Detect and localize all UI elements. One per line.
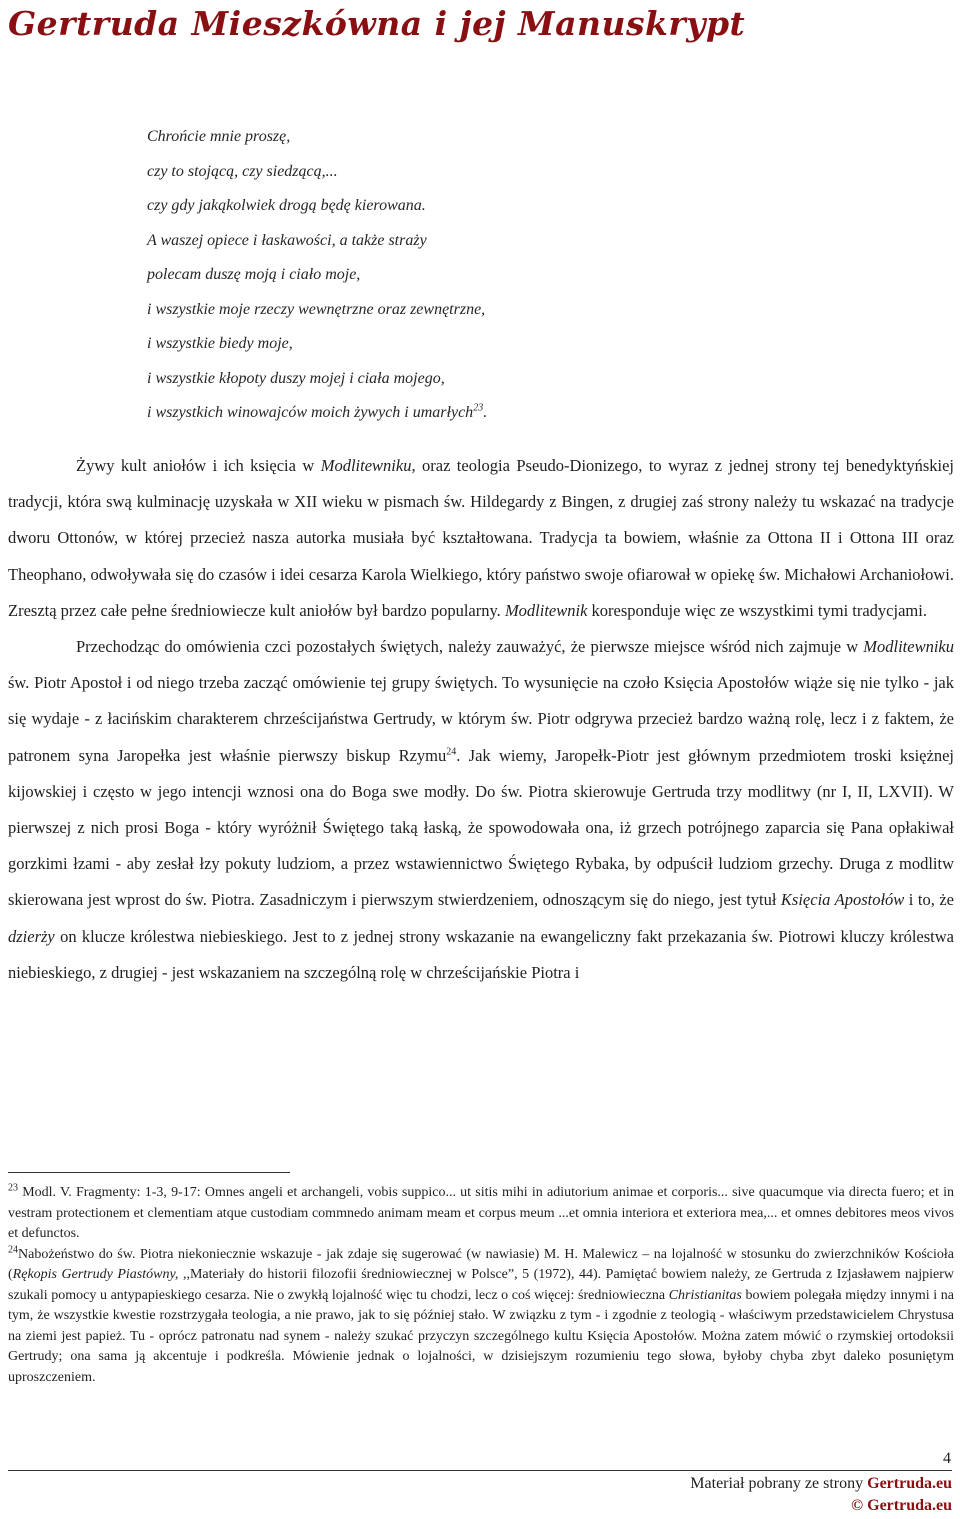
poem-line: polecam duszę moją i ciało moje, [147, 266, 361, 283]
footer-divider [8, 1470, 952, 1471]
footnote-text: ,,Materiały do historii filozofii średniowiecznej w Polsce”, 5 (1972), 44). Pamiętać bowiem należy, ze Gertruda z Izjasławem najpierw szukali pomocy u antypapieskiego cesarza. Nie o zwykłą lojalność więc tu chodzi, lecz o coś więcej: średniowieczna [8, 1267, 954, 1303]
text-run: on klucze królestwa niebieskiego. Jest to z jednej strony wskazanie na ewangeliczny fakt przekazania św. Piotrowi kluczy królestwa niebieskiego, z drugiej - jest wskazaniem na szczególną rolę w chrześcijańskie Piotra i [8, 926, 954, 982]
poem-line: A waszej opiece i łaskawości, a także straży [147, 231, 427, 249]
page-number: 4 [943, 1450, 951, 1467]
footnote-23 [8, 1183, 954, 1245]
footnote-number: 23 [8, 1182, 18, 1194]
main-body-text [8, 448, 954, 991]
footnotes-section [8, 1183, 954, 1388]
italic-title: Modlitewniku [320, 456, 412, 475]
footnote-ref-23[interactable]: 23 [473, 402, 484, 414]
poem-line: i wszystkich winowajców moich żywych i umarłych [147, 404, 474, 421]
poem-end-punct: . [483, 404, 488, 421]
poem-last-line [147, 396, 487, 431]
poem-line: Chrońcie mnie proszę, [147, 128, 291, 145]
text-run: . Jak wiemy, Jaropełk-Piotr jest głównym przedmiotem troski księżnej kijowskiej i często w jego intencji wznosi ona do Boga swe modły. Do św. Piotra skierowuje Gertruda trzy modlitwy (nr I, II, LXVII). W pierwszej z nich prosi Boga - który wyróżnił Świętego taką łaską, że spowodowała ona, iż grzech potrójnego zaparcia się Pana opłakiwał gorzkimi łzami - aby zesłał łzy pokuty ludziom, a przez wstawiennictwo Świętego Rybaka, by odpuścił ludziom grzechy. Druga z modlitw skierowana jest wprost do św. Piotra. Zasadniczym i pierwszym stwierdzeniem, odnoszącym się do niego, jest tytuł [8, 745, 954, 910]
copyright-site-link[interactable]: Gertruda.eu [867, 1497, 952, 1514]
italic-title: Modlitewnik [504, 600, 588, 620]
italic-word: Christianitas [668, 1287, 742, 1303]
text-run: koresponduje więc ze wszystkimi tymi tradycjami. [587, 600, 927, 620]
site-link[interactable]: Gertruda.eu [867, 1475, 952, 1492]
footnote-ref-24[interactable]: 24 [446, 746, 457, 758]
page-header-title: Gertruda Mieszkówna i jej Manuskrypt [8, 4, 746, 43]
footnote-text: Modl. V. Fragmenty: 1-3, 9-17: Omnes angeli et archangeli, vobis suppico... ut sitis mihi in adiutorium animae et corporis... sive quacumque via directa fuero; et in vestram protectionem et clementiam atque custodiam commnedo animam meam et corpus meum ...et omnia interiora et exteriora mea,... et omnes debitores meos vivos et defunctos. [8, 1185, 954, 1241]
italic-word: dzierży [8, 926, 55, 946]
text-run: Żywy kult aniołów i ich księcia w [76, 456, 321, 475]
copyright-symbol: © [851, 1497, 864, 1514]
paragraph-angels [8, 448, 954, 629]
footer-copyright [851, 1497, 952, 1515]
footnote-24 [8, 1245, 954, 1389]
footnote-number: 24 [8, 1243, 18, 1255]
italic-title: Modlitewniku [863, 637, 954, 657]
footnote-divider [8, 1172, 290, 1173]
poem-line: i wszystkie kłopoty duszy mojej i ciała mojego, [147, 369, 445, 387]
paragraph-saint-peter [8, 629, 954, 991]
poem-line: i wszystkie moje rzeczy wewnętrzne oraz zewnętrzne, [147, 300, 486, 318]
text-run: i to, że [904, 890, 954, 910]
italic-title: Księcia Apostołów [780, 890, 905, 910]
footnote-text: Nabożeństwo do św. Piotra niekoniecznie wskazuje - jak zdaje się sugerować (w nawiasie) M. H. Malewicz – na lojalność w stosunku do zwierzchników Kościoła ( [8, 1246, 954, 1282]
prayer-poem [147, 120, 487, 431]
poem-line: czy to stojącą, czy siedzącą,... [147, 162, 338, 180]
text-run: św. Piotr Apostoł i od niego trzeba zacząć omówienie tej grupy świętych. To wysunięcie na czoło Księcia Apostołów wiąże się nie tylko - jak się wydaje - z łacińskim charakterem chrześcijaństwa Gertrudy, w którym św. Piotr odgrywa przecież bardzo ważną rolę, lecz i z faktem, że patronem syna Jaropełka jest właśnie pierwszy biskup Rzymu [8, 673, 954, 765]
text-run: , oraz teologia Pseudo-Dionizego, to wyraz z jednej strony tej benedyktyńskiej tradycji, która swą kulminację uzyskała w XII wieku w pismach św. Hildegardy z Bingen, z drugiej zaś strony należy tu wskazać na tradycje dworu Ottonów, w której przecież nasza autorka musiała być kształtowana. Tradycja ta bowiem, właśnie za Ottona II i Ottona III oraz Theophano, odwoływała się do czasów i idei cesarza Karola Wielkiego, który państwo swoje ofiarował w opiekę św. Michałowi Archaniołowi. Zresztą przez całe pełne średniowiecze kult aniołów był bardzo popularny. [8, 456, 954, 620]
text-run: Przechodząc do omówienia czci pozostałych świętych, należy zauważyć, że pierwsze miejsce wśród nich zajmuje w [76, 637, 864, 657]
poem-line: i wszystkie biedy moje, [147, 335, 293, 352]
poem-line: czy gdy jakąkolwiek drogą będę kierowana. [147, 197, 426, 214]
footer-source [690, 1475, 952, 1493]
italic-title: Rękopis Gertrudy Piastówny, [12, 1267, 179, 1282]
footnote-text: bowiem polegała między innymi i na tym, że wszystkie kwestie rozstrzygała teologia, a nie prawo, jak to się później stało. W związku z tym - i zgodnie z teologią - właściwym przedstawicielem Chrystusa na ziemi jest papież. Tu - oprócz patronatu nad synem - należy szukać przyczyn szczególnego kultu Księcia Apostołów. Można zatem mówić o rzymskiej ortodoksii Gertrudy; ona sama ją akcentuje i podkreśla. Mówienie jednak o lojalności, w dzisiejszym rozumieniu tego słowa, byłoby chyba zbyt daleko posuniętym uproszczeniem. [8, 1287, 954, 1385]
footer-source-text: Materiał pobrany ze strony [690, 1475, 868, 1492]
